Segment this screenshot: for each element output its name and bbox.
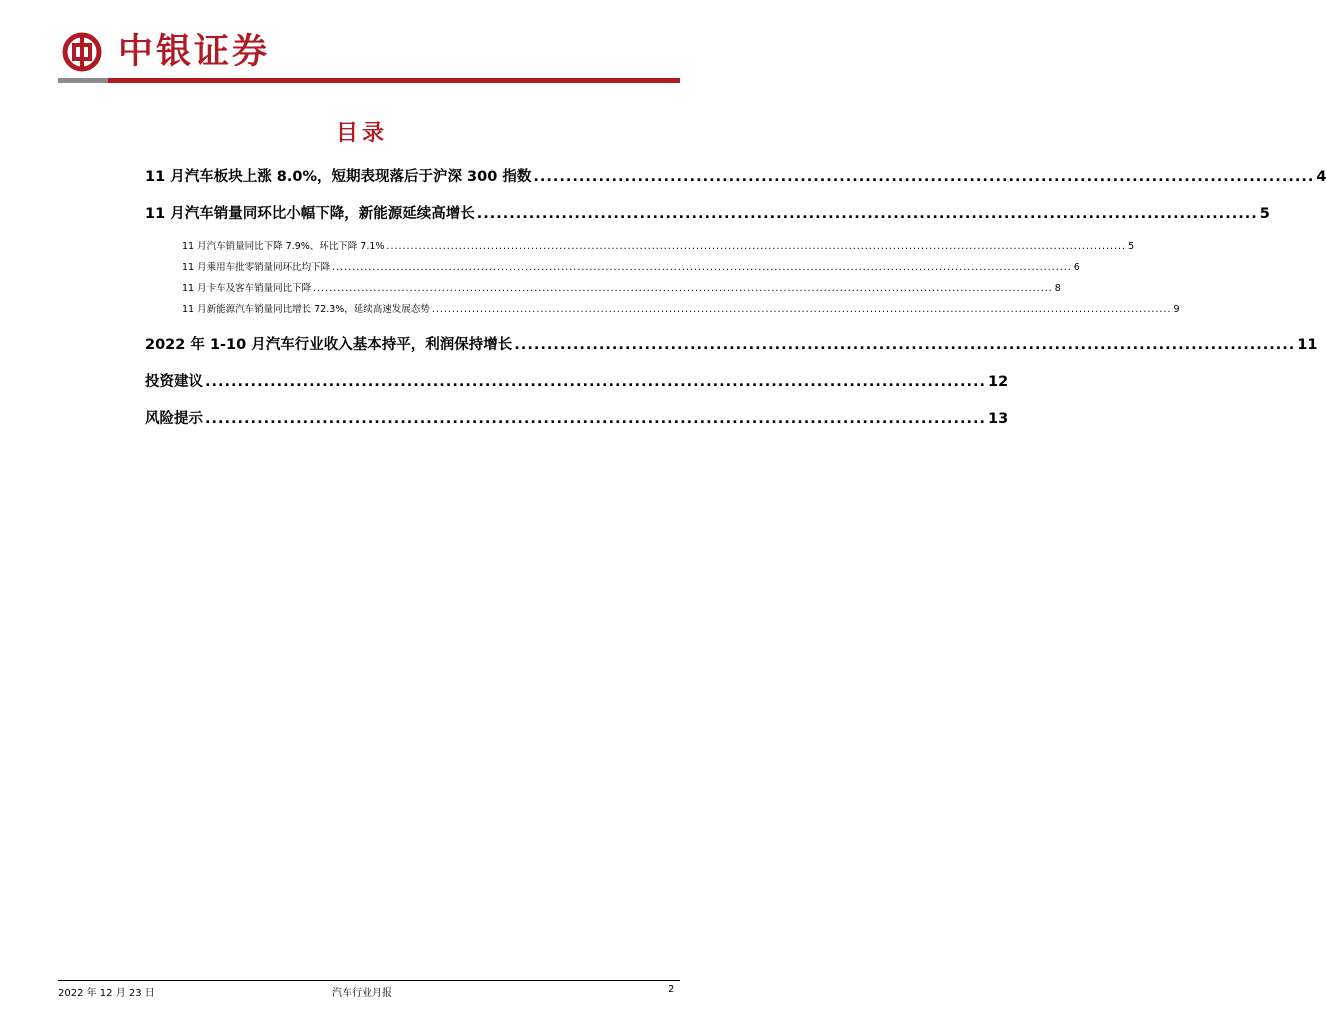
toc-leader-dots: ........................................................................................................................................................................................	[431, 304, 1172, 315]
toc-entry-label: 2022 年 1-10 月汽车行业收入基本持平，利润保持增长	[145, 337, 513, 353]
toc-entry-page: 12	[988, 374, 1009, 390]
toc-entry[interactable]	[145, 165, 1326, 186]
footer-report-type: 汽车行业月报	[332, 988, 392, 999]
toc-entry-page: 9	[1173, 304, 1180, 315]
page-header	[58, 28, 680, 84]
toc-entry-label: 风险提示	[145, 411, 203, 427]
toc-entry-page: 5	[1259, 206, 1270, 222]
toc-leader-dots: ........................................................................................................................	[205, 411, 986, 427]
toc-entry[interactable]	[145, 370, 1009, 391]
header-rule-red	[108, 78, 680, 83]
toc-subentry[interactable]	[182, 301, 1180, 315]
toc-subentry[interactable]	[182, 238, 1135, 252]
toc-leader-dots: ........................................................................................................................	[514, 337, 1296, 353]
footer-rule	[58, 980, 680, 981]
toc-entry[interactable]	[145, 407, 1009, 428]
toc-leader-dots: ........................................................................................................................................................................................	[332, 262, 1072, 273]
toc-entry-page: 4	[1316, 169, 1326, 185]
bank-of-china-logo-icon	[62, 32, 102, 72]
toc-entry-label: 11 月乘用车批零销量同环比均下降	[182, 262, 331, 273]
toc-entry-label: 11 月汽车销量同比下降 7.9%、环比下降 7.1%	[182, 241, 385, 252]
toc-entry-page: 8	[1054, 283, 1061, 294]
toc-entry-label: 11 月汽车销量同环比小幅下降，新能源延续高增长	[145, 206, 475, 222]
footer-date: 2022 年 12 月 23 日	[58, 988, 155, 999]
toc-leader-dots: ........................................................................................................................................................................................	[313, 283, 1053, 294]
toc-entry-page: 5	[1128, 241, 1135, 252]
toc-entry-label: 投资建议	[145, 374, 203, 390]
toc-entry-label: 11 月卡车及客车销量同比下降	[182, 283, 312, 294]
toc-leader-dots: ........................................................................................................................................................................................	[386, 241, 1127, 252]
footer-page-number: 2	[668, 984, 675, 995]
toc-entry-page: 13	[988, 411, 1009, 427]
toc-entry-page: 11	[1297, 337, 1318, 353]
toc-subentry[interactable]	[182, 280, 1061, 294]
toc-entry-page: 6	[1073, 262, 1080, 273]
toc-entry[interactable]	[145, 333, 1318, 354]
toc-leader-dots: ........................................................................................................................	[533, 169, 1315, 185]
brand-name: 中银证券	[118, 31, 271, 72]
toc-entry-label: 11 月新能源汽车销量同比增长 72.3%，延续高速发展态势	[182, 304, 430, 315]
toc-entry[interactable]	[145, 202, 1270, 223]
toc-leader-dots: ........................................................................................................................	[476, 206, 1258, 222]
toc-leader-dots: ........................................................................................................................	[205, 374, 986, 390]
header-rule-gray	[58, 78, 108, 83]
toc-subentry[interactable]	[182, 259, 1080, 273]
toc-entry-label: 11 月汽车板块上涨 8.0%，短期表现落后于沪深 300 指数	[145, 169, 532, 185]
toc-title: 目录	[335, 121, 388, 146]
